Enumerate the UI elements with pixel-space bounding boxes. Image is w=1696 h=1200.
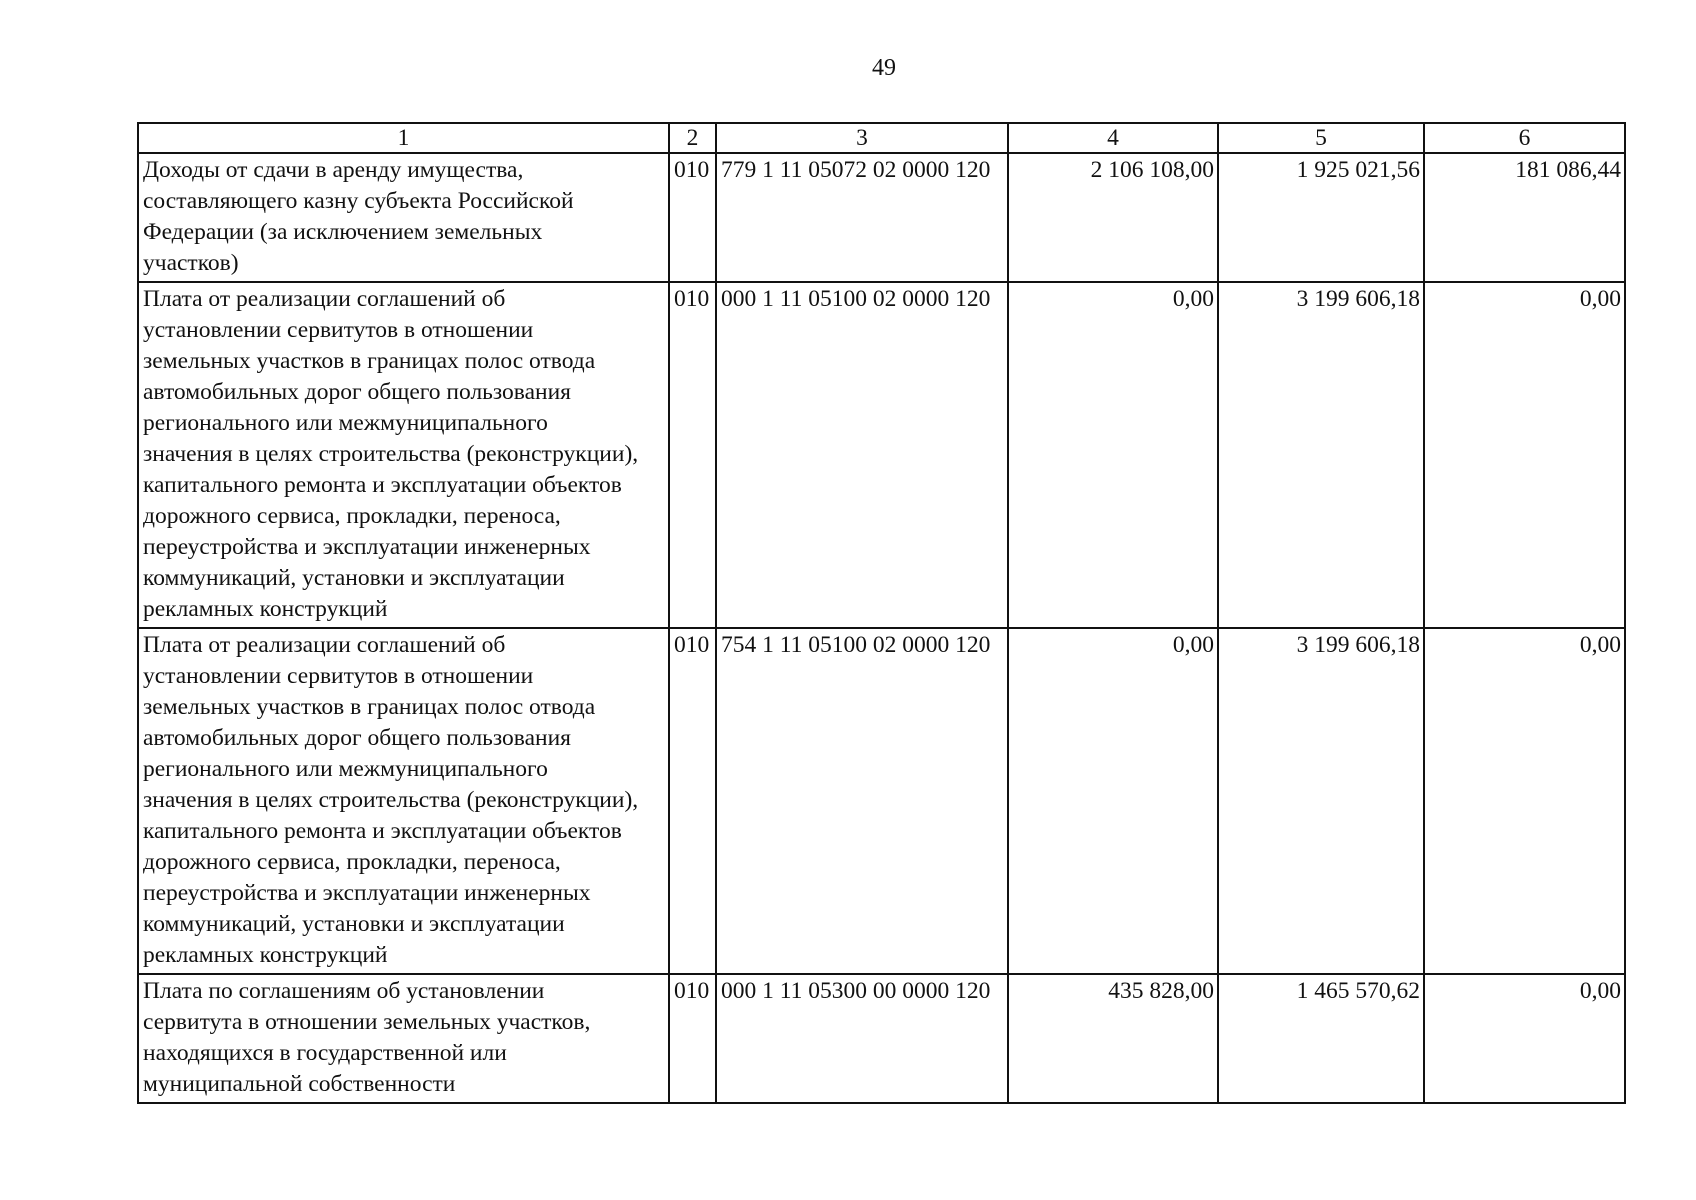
revenue-name-line: рекламных конструкций — [143, 596, 388, 622]
revenue-name-line: земельных участков в границах полос отвода — [143, 348, 596, 374]
revenue-name-cell — [138, 153, 669, 282]
revenue-name-line: автомобильных дорог общего пользования — [143, 379, 571, 405]
column-header-1: 1 — [138, 123, 669, 153]
amount-col6-cell: 0,00 — [1424, 628, 1625, 974]
revenue-name-line: Федерации (за исключением земельных — [143, 219, 543, 245]
admin-code-cell: 010 — [669, 628, 716, 974]
revenue-name-line: сервитута в отношении земельных участков, — [143, 1009, 591, 1035]
revenue-name-line: коммуникаций, установки и эксплуатации — [143, 911, 565, 937]
amount-col4-cell: 0,00 — [1008, 282, 1218, 628]
table-row — [138, 282, 1625, 628]
table-row — [138, 153, 1625, 282]
revenue-name-line: регионального или межмуниципального — [143, 410, 548, 436]
revenue-name-line: дорожного сервиса, прокладки, переноса, — [143, 503, 561, 529]
classification-code-cell: 000 1 11 05100 02 0000 120 — [716, 282, 1008, 628]
revenue-name-line: Доходы от сдачи в аренду имущества, — [143, 157, 524, 183]
revenue-name-cell — [138, 282, 669, 628]
revenue-name-line: Плата от реализации соглашений об — [143, 286, 506, 312]
amount-col4-cell: 2 106 108,00 — [1008, 153, 1218, 282]
revenue-name-line: значения в целях строительства (реконструкции), — [143, 787, 639, 813]
amount-col6-cell: 181 086,44 — [1424, 153, 1625, 282]
revenue-name-line: составляющего казну субъекта Российской — [143, 188, 574, 214]
column-header-6: 6 — [1424, 123, 1625, 153]
classification-code-cell: 779 1 11 05072 02 0000 120 — [716, 153, 1008, 282]
revenue-name-line: переустройства и эксплуатации инженерных — [143, 880, 591, 906]
table-header-row — [138, 123, 1625, 153]
admin-code-cell: 010 — [669, 974, 716, 1103]
amount-col6-cell: 0,00 — [1424, 974, 1625, 1103]
revenue-name-line: рекламных конструкций — [143, 942, 388, 968]
revenue-name-line: установлении сервитутов в отношении — [143, 317, 534, 343]
page-number: 49 — [872, 55, 896, 81]
revenue-name-line: муниципальной собственности — [143, 1071, 456, 1097]
amount-col5-cell: 3 199 606,18 — [1218, 628, 1424, 974]
revenue-name-line: автомобильных дорог общего пользования — [143, 725, 571, 751]
amount-col4-cell: 0,00 — [1008, 628, 1218, 974]
revenue-name-cell — [138, 628, 669, 974]
revenue-name-line: коммуникаций, установки и эксплуатации — [143, 565, 565, 591]
revenue-table — [137, 122, 1626, 1104]
table-row — [138, 628, 1625, 974]
revenue-name-line: регионального или межмуниципального — [143, 756, 548, 782]
amount-col5-cell: 1 925 021,56 — [1218, 153, 1424, 282]
revenue-name-line: капитального ремонта и эксплуатации объектов — [143, 472, 622, 498]
amount-col5-cell: 3 199 606,18 — [1218, 282, 1424, 628]
amount-col5-cell: 1 465 570,62 — [1218, 974, 1424, 1103]
admin-code-cell: 010 — [669, 153, 716, 282]
revenue-name-line: установлении сервитутов в отношении — [143, 663, 534, 689]
revenue-name-line: переустройства и эксплуатации инженерных — [143, 534, 591, 560]
table-row — [138, 974, 1625, 1103]
revenue-name-line: Плата по соглашениям об установлении — [143, 978, 545, 1004]
revenue-name-line: значения в целях строительства (реконструкции), — [143, 441, 639, 467]
admin-code-cell: 010 — [669, 282, 716, 628]
column-header-3: 3 — [716, 123, 1008, 153]
amount-col4-cell: 435 828,00 — [1008, 974, 1218, 1103]
revenue-name-line: участков) — [143, 250, 239, 276]
amount-col6-cell: 0,00 — [1424, 282, 1625, 628]
classification-code-cell: 754 1 11 05100 02 0000 120 — [716, 628, 1008, 974]
revenue-name-line: находящихся в государственной или — [143, 1040, 507, 1066]
classification-code-cell: 000 1 11 05300 00 0000 120 — [716, 974, 1008, 1103]
revenue-name-line: дорожного сервиса, прокладки, переноса, — [143, 849, 561, 875]
column-header-5: 5 — [1218, 123, 1424, 153]
column-header-4: 4 — [1008, 123, 1218, 153]
column-header-2: 2 — [669, 123, 716, 153]
revenue-name-cell — [138, 974, 669, 1103]
revenue-name-line: земельных участков в границах полос отвода — [143, 694, 596, 720]
revenue-name-line: Плата от реализации соглашений об — [143, 632, 506, 658]
revenue-name-line: капитального ремонта и эксплуатации объектов — [143, 818, 622, 844]
